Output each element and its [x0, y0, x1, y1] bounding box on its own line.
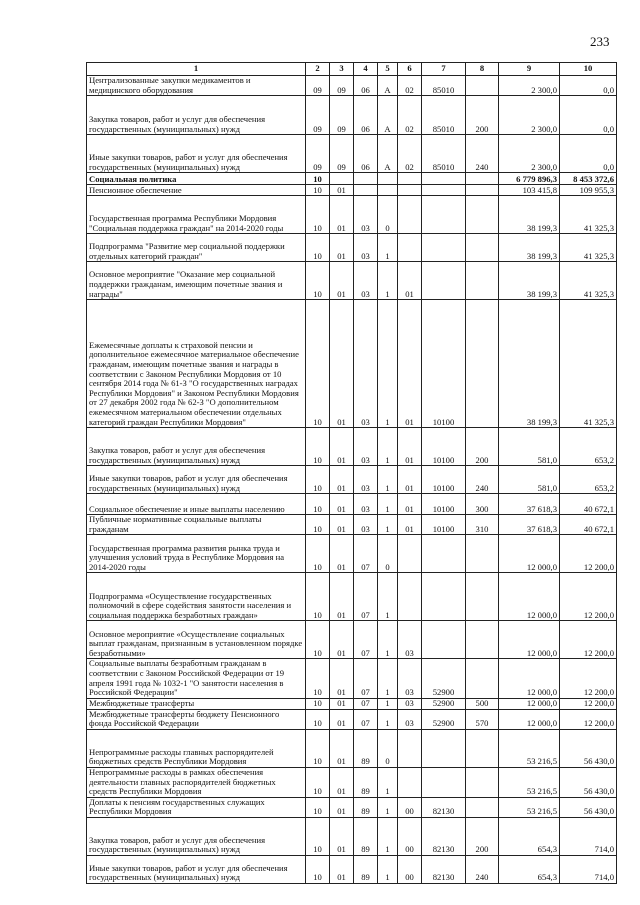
- cell-c6: 01: [398, 262, 422, 300]
- cell-c8: [466, 173, 499, 185]
- cell-c7: [422, 767, 466, 797]
- cell-c9: 37 618,3: [499, 494, 560, 515]
- cell-c2: 10: [306, 729, 330, 767]
- cell-c7: [422, 573, 466, 621]
- cell-c9: 53 216,5: [499, 797, 560, 817]
- cell-c6: [398, 185, 422, 196]
- table-row: [87, 135, 617, 173]
- cell-c4: 89: [354, 767, 378, 797]
- cell-c7: 10100: [422, 300, 466, 428]
- table-row: [87, 466, 617, 494]
- cell-c8: [466, 797, 499, 817]
- cell-c5: 1: [378, 698, 398, 709]
- cell-c7: [422, 535, 466, 573]
- cell-c7: [422, 196, 466, 234]
- cell-c8: 240: [466, 855, 499, 883]
- cell-c2: 10: [306, 698, 330, 709]
- table-row: [87, 262, 617, 300]
- row-name-cell: Государственная программа развития рынка труда и улучшения условий труда в Республике Мордовия на 2014-2020 годы: [87, 535, 306, 573]
- cell-c6: 01: [398, 428, 422, 466]
- cell-c5: [378, 173, 398, 185]
- row-name-cell: Непрограммные расходы в рамках обеспечения деятельности главных распорядителей бюджетных средств Республики Мордовия: [87, 767, 306, 797]
- cell-c3: 01: [330, 729, 354, 767]
- row-name-cell: Непрограммные расходы главных распорядителей бюджетных средств Республики Мордовия: [87, 729, 306, 767]
- table-row: [87, 173, 617, 185]
- table-header-row: [87, 63, 617, 76]
- cell-c2: 10: [306, 515, 330, 535]
- cell-c4: 03: [354, 196, 378, 234]
- cell-c9: 581,0: [499, 428, 560, 466]
- cell-c4: 06: [354, 135, 378, 173]
- cell-c5: 1: [378, 573, 398, 621]
- cell-c4: 03: [354, 262, 378, 300]
- table-row: [87, 698, 617, 709]
- cell-c10: 0,0: [560, 96, 617, 135]
- column-header: 6: [398, 63, 422, 76]
- table-row: [87, 535, 617, 573]
- cell-c5: [378, 185, 398, 196]
- cell-c7: 85010: [422, 96, 466, 135]
- cell-c4: 06: [354, 96, 378, 135]
- cell-c7: 52900: [422, 709, 466, 729]
- cell-c2: 10: [306, 234, 330, 262]
- cell-c5: А: [378, 76, 398, 96]
- cell-c9: 12 000,0: [499, 709, 560, 729]
- cell-c10: 109 955,3: [560, 185, 617, 196]
- table-row: [87, 515, 617, 535]
- cell-c3: 09: [330, 135, 354, 173]
- cell-c2: 10: [306, 196, 330, 234]
- row-name-cell: Основное мероприятие «Осуществление социальных выплат гражданам, признанным в установленном порядке безработными»: [87, 621, 306, 659]
- cell-c4: 03: [354, 234, 378, 262]
- cell-c4: 07: [354, 621, 378, 659]
- table-row: [87, 817, 617, 855]
- cell-c7: 82130: [422, 855, 466, 883]
- row-name-cell: Закупка товаров, работ и услуг для обеспечения государственных (муниципальных) нужд: [87, 96, 306, 135]
- cell-c4: 07: [354, 535, 378, 573]
- cell-c2: 10: [306, 855, 330, 883]
- cell-c7: 10100: [422, 466, 466, 494]
- cell-c5: 0: [378, 729, 398, 767]
- row-name-cell: Иные закупки товаров, работ и услуг для обеспечения государственных (муниципальных) нужд: [87, 855, 306, 883]
- cell-c2: 10: [306, 659, 330, 698]
- table-row: [87, 76, 617, 96]
- cell-c9: 12 000,0: [499, 535, 560, 573]
- cell-c6: [398, 234, 422, 262]
- cell-c2: 10: [306, 621, 330, 659]
- cell-c10: 0,0: [560, 76, 617, 96]
- row-name-cell: Иные закупки товаров, работ и услуг для обеспечения государственных (муниципальных) нужд: [87, 135, 306, 173]
- table-row: [87, 428, 617, 466]
- cell-c3: 01: [330, 234, 354, 262]
- cell-c8: [466, 729, 499, 767]
- cell-c2: 10: [306, 466, 330, 494]
- cell-c9: 53 216,5: [499, 767, 560, 797]
- cell-c8: [466, 262, 499, 300]
- cell-c10: 12 200,0: [560, 709, 617, 729]
- cell-c6: 02: [398, 135, 422, 173]
- row-name-cell: Межбюджетные трансферты: [87, 698, 306, 709]
- row-name-cell: Ежемесячные доплаты к страховой пенсии и дополнительное ежемесячное материальное обеспечение гражданам, имеющим почетные звания и награды в соответствии с Законом Республики Мордовия от 10 сентября 2014 года № 61-З "О государственных наградах Республики Мордовия" и Законом Республики Мордовия от 27 декабря 2002 года № 62-З "О дополнительном ежемесячном материальном обеспечении отдельных категорий граждан Республики Мордовия": [87, 300, 306, 428]
- cell-c5: 0: [378, 535, 398, 573]
- cell-c4: 89: [354, 817, 378, 855]
- column-header: 3: [330, 63, 354, 76]
- cell-c5: 1: [378, 494, 398, 515]
- cell-c6: 03: [398, 621, 422, 659]
- cell-c2: 09: [306, 135, 330, 173]
- cell-c9: 654,3: [499, 855, 560, 883]
- page-number: 233: [590, 34, 610, 49]
- cell-c9: 654,3: [499, 817, 560, 855]
- cell-c6: 01: [398, 515, 422, 535]
- cell-c9: 103 415,8: [499, 185, 560, 196]
- cell-c3: 01: [330, 709, 354, 729]
- cell-c3: 01: [330, 515, 354, 535]
- cell-c7: [422, 621, 466, 659]
- cell-c5: 0: [378, 196, 398, 234]
- cell-c5: 1: [378, 855, 398, 883]
- cell-c8: [466, 300, 499, 428]
- cell-c7: 85010: [422, 76, 466, 96]
- table-row: [87, 494, 617, 515]
- cell-c3: 01: [330, 185, 354, 196]
- cell-c7: 85010: [422, 135, 466, 173]
- cell-c5: 1: [378, 659, 398, 698]
- cell-c3: 01: [330, 621, 354, 659]
- cell-c6: 01: [398, 466, 422, 494]
- cell-c6: 01: [398, 300, 422, 428]
- cell-c9: 6 779 896,3: [499, 173, 560, 185]
- row-name-cell: Закупка товаров, работ и услуг для обеспечения государственных (муниципальных) нужд: [87, 428, 306, 466]
- row-name-cell: Подпрограмма "Развитие мер социальной поддержки отдельных категорий граждан": [87, 234, 306, 262]
- cell-c3: 01: [330, 659, 354, 698]
- column-header: 4: [354, 63, 378, 76]
- cell-c4: [354, 185, 378, 196]
- cell-c5: 1: [378, 797, 398, 817]
- cell-c2: 10: [306, 767, 330, 797]
- cell-c9: 37 618,3: [499, 515, 560, 535]
- cell-c8: 500: [466, 698, 499, 709]
- cell-c6: 03: [398, 709, 422, 729]
- cell-c7: 82130: [422, 817, 466, 855]
- cell-c2: 10: [306, 573, 330, 621]
- column-header: 9: [499, 63, 560, 76]
- cell-c10: 12 200,0: [560, 535, 617, 573]
- cell-c8: 200: [466, 817, 499, 855]
- cell-c6: 01: [398, 494, 422, 515]
- row-name-cell: Социальное обеспечение и иные выплаты населению: [87, 494, 306, 515]
- table-row: [87, 573, 617, 621]
- cell-c6: 03: [398, 659, 422, 698]
- cell-c6: 02: [398, 76, 422, 96]
- cell-c9: 12 000,0: [499, 621, 560, 659]
- cell-c4: 03: [354, 428, 378, 466]
- cell-c10: 12 200,0: [560, 659, 617, 698]
- row-name-cell: Межбюджетные трансферты бюджету Пенсионного фонда Российской Федерации: [87, 709, 306, 729]
- cell-c10: 56 430,0: [560, 767, 617, 797]
- table-body: [87, 76, 617, 884]
- cell-c7: [422, 729, 466, 767]
- cell-c2: 10: [306, 535, 330, 573]
- cell-c4: 03: [354, 466, 378, 494]
- cell-c9: 38 199,3: [499, 300, 560, 428]
- cell-c9: 53 216,5: [499, 729, 560, 767]
- cell-c3: 01: [330, 428, 354, 466]
- cell-c4: 89: [354, 855, 378, 883]
- cell-c3: [330, 173, 354, 185]
- cell-c6: 00: [398, 855, 422, 883]
- cell-c10: 0,0: [560, 135, 617, 173]
- cell-c2: 10: [306, 797, 330, 817]
- cell-c3: 01: [330, 855, 354, 883]
- row-name-cell: Иные закупки товаров, работ и услуг для обеспечения государственных (муниципальных) нужд: [87, 466, 306, 494]
- row-name-cell: Государственная программа Республики Мордовия "Социальная поддержка граждан" на 2014-2020 годы: [87, 196, 306, 234]
- cell-c4: 07: [354, 659, 378, 698]
- cell-c5: 1: [378, 709, 398, 729]
- cell-c3: 01: [330, 196, 354, 234]
- cell-c10: 12 200,0: [560, 698, 617, 709]
- cell-c9: 2 300,0: [499, 96, 560, 135]
- cell-c9: 12 000,0: [499, 573, 560, 621]
- cell-c10: 41 325,3: [560, 300, 617, 428]
- cell-c3: 01: [330, 494, 354, 515]
- cell-c7: 52900: [422, 698, 466, 709]
- table-row: [87, 729, 617, 767]
- table-row: [87, 196, 617, 234]
- cell-c2: 10: [306, 817, 330, 855]
- table-row: [87, 621, 617, 659]
- cell-c10: 41 325,3: [560, 234, 617, 262]
- cell-c10: 8 453 372,6: [560, 173, 617, 185]
- cell-c2: 10: [306, 262, 330, 300]
- cell-c8: [466, 573, 499, 621]
- column-header: 8: [466, 63, 499, 76]
- cell-c4: 03: [354, 515, 378, 535]
- cell-c10: 56 430,0: [560, 797, 617, 817]
- table-row: [87, 709, 617, 729]
- cell-c6: [398, 535, 422, 573]
- cell-c3: 01: [330, 573, 354, 621]
- cell-c5: 1: [378, 234, 398, 262]
- cell-c8: [466, 659, 499, 698]
- cell-c5: 1: [378, 621, 398, 659]
- cell-c9: 581,0: [499, 466, 560, 494]
- table-row: [87, 96, 617, 135]
- cell-c3: 01: [330, 535, 354, 573]
- cell-c5: А: [378, 96, 398, 135]
- cell-c2: 10: [306, 185, 330, 196]
- cell-c10: 12 200,0: [560, 573, 617, 621]
- cell-c4: 89: [354, 729, 378, 767]
- row-name-cell: Закупка товаров, работ и услуг для обеспечения государственных (муниципальных) нужд: [87, 817, 306, 855]
- cell-c9: 12 000,0: [499, 698, 560, 709]
- table-row: [87, 659, 617, 698]
- cell-c5: А: [378, 135, 398, 173]
- cell-c8: [466, 234, 499, 262]
- table-row: [87, 300, 617, 428]
- cell-c6: 00: [398, 817, 422, 855]
- budget-table: [86, 62, 617, 884]
- cell-c9: 12 000,0: [499, 659, 560, 698]
- cell-c10: 12 200,0: [560, 621, 617, 659]
- cell-c7: 52900: [422, 659, 466, 698]
- cell-c4: 03: [354, 494, 378, 515]
- cell-c8: 310: [466, 515, 499, 535]
- cell-c7: 82130: [422, 797, 466, 817]
- cell-c8: 240: [466, 466, 499, 494]
- cell-c4: 03: [354, 300, 378, 428]
- table-row: [87, 855, 617, 883]
- cell-c8: [466, 535, 499, 573]
- cell-c4: [354, 173, 378, 185]
- cell-c6: 02: [398, 96, 422, 135]
- cell-c8: 570: [466, 709, 499, 729]
- cell-c2: 09: [306, 76, 330, 96]
- table-row: [87, 797, 617, 817]
- cell-c9: 2 300,0: [499, 76, 560, 96]
- row-name-cell: Пенсионное обеспечение: [87, 185, 306, 196]
- cell-c9: 38 199,3: [499, 262, 560, 300]
- cell-c6: [398, 173, 422, 185]
- cell-c8: [466, 196, 499, 234]
- cell-c3: 01: [330, 300, 354, 428]
- cell-c7: 10100: [422, 428, 466, 466]
- cell-c5: 1: [378, 300, 398, 428]
- cell-c10: 40 672,1: [560, 494, 617, 515]
- cell-c7: [422, 185, 466, 196]
- cell-c2: 10: [306, 300, 330, 428]
- cell-c5: 1: [378, 767, 398, 797]
- row-name-cell: Основное мероприятие "Оказание мер социальной поддержки гражданам, имеющим почетные звания и награды": [87, 262, 306, 300]
- cell-c2: 10: [306, 494, 330, 515]
- cell-c8: [466, 767, 499, 797]
- cell-c5: 1: [378, 515, 398, 535]
- cell-c10: 653,2: [560, 428, 617, 466]
- row-name-cell: Социальная политика: [87, 173, 306, 185]
- cell-c8: 300: [466, 494, 499, 515]
- cell-c5: 1: [378, 817, 398, 855]
- row-name-cell: Подпрограмма «Осуществление государственных полномочий в сфере содействия занятости населения и социальная поддержка безработных граждан»: [87, 573, 306, 621]
- cell-c4: 07: [354, 698, 378, 709]
- cell-c3: 09: [330, 96, 354, 135]
- cell-c9: 38 199,3: [499, 196, 560, 234]
- row-name-cell: Централизованные закупки медикаментов и медицинского оборудования: [87, 76, 306, 96]
- cell-c8: [466, 76, 499, 96]
- cell-c6: [398, 767, 422, 797]
- cell-c6: [398, 573, 422, 621]
- cell-c6: 00: [398, 797, 422, 817]
- cell-c10: 714,0: [560, 855, 617, 883]
- column-header: 1: [87, 63, 306, 76]
- cell-c2: 10: [306, 709, 330, 729]
- table-row: [87, 767, 617, 797]
- cell-c8: [466, 185, 499, 196]
- cell-c4: 06: [354, 76, 378, 96]
- cell-c4: 89: [354, 797, 378, 817]
- cell-c10: 56 430,0: [560, 729, 617, 767]
- row-name-cell: Доплаты к пенсиям государственных служащих Республики Мордовия: [87, 797, 306, 817]
- cell-c4: 07: [354, 573, 378, 621]
- cell-c6: 03: [398, 698, 422, 709]
- column-header: 7: [422, 63, 466, 76]
- row-name-cell: Социальные выплаты безработным гражданам в соответствии с Законом Российской Федерации от 19 апреля 1991 года № 1032-1 "О занятости населения в Российской Федерации": [87, 659, 306, 698]
- cell-c2: 10: [306, 428, 330, 466]
- cell-c7: 10100: [422, 515, 466, 535]
- cell-c10: 40 672,1: [560, 515, 617, 535]
- cell-c8: 240: [466, 135, 499, 173]
- cell-c6: [398, 729, 422, 767]
- cell-c5: 1: [378, 466, 398, 494]
- cell-c7: 10100: [422, 494, 466, 515]
- cell-c8: 200: [466, 96, 499, 135]
- cell-c9: 38 199,3: [499, 234, 560, 262]
- cell-c3: 01: [330, 698, 354, 709]
- cell-c3: 01: [330, 797, 354, 817]
- cell-c9: 2 300,0: [499, 135, 560, 173]
- cell-c8: [466, 621, 499, 659]
- column-header: 2: [306, 63, 330, 76]
- column-header: 5: [378, 63, 398, 76]
- cell-c3: 01: [330, 466, 354, 494]
- cell-c7: [422, 173, 466, 185]
- cell-c10: 41 325,3: [560, 262, 617, 300]
- cell-c2: 09: [306, 96, 330, 135]
- cell-c6: [398, 196, 422, 234]
- cell-c2: 10: [306, 173, 330, 185]
- cell-c8: 200: [466, 428, 499, 466]
- cell-c10: 714,0: [560, 817, 617, 855]
- table-row: [87, 185, 617, 196]
- cell-c4: 07: [354, 709, 378, 729]
- cell-c3: 01: [330, 262, 354, 300]
- table-row: [87, 234, 617, 262]
- cell-c5: 1: [378, 262, 398, 300]
- cell-c5: 1: [378, 428, 398, 466]
- cell-c7: [422, 234, 466, 262]
- cell-c10: 653,2: [560, 466, 617, 494]
- column-header: 10: [560, 63, 617, 76]
- cell-c3: 01: [330, 767, 354, 797]
- cell-c3: 09: [330, 76, 354, 96]
- row-name-cell: Публичные нормативные социальные выплаты гражданам: [87, 515, 306, 535]
- cell-c7: [422, 262, 466, 300]
- cell-c3: 01: [330, 817, 354, 855]
- cell-c10: 41 325,3: [560, 196, 617, 234]
